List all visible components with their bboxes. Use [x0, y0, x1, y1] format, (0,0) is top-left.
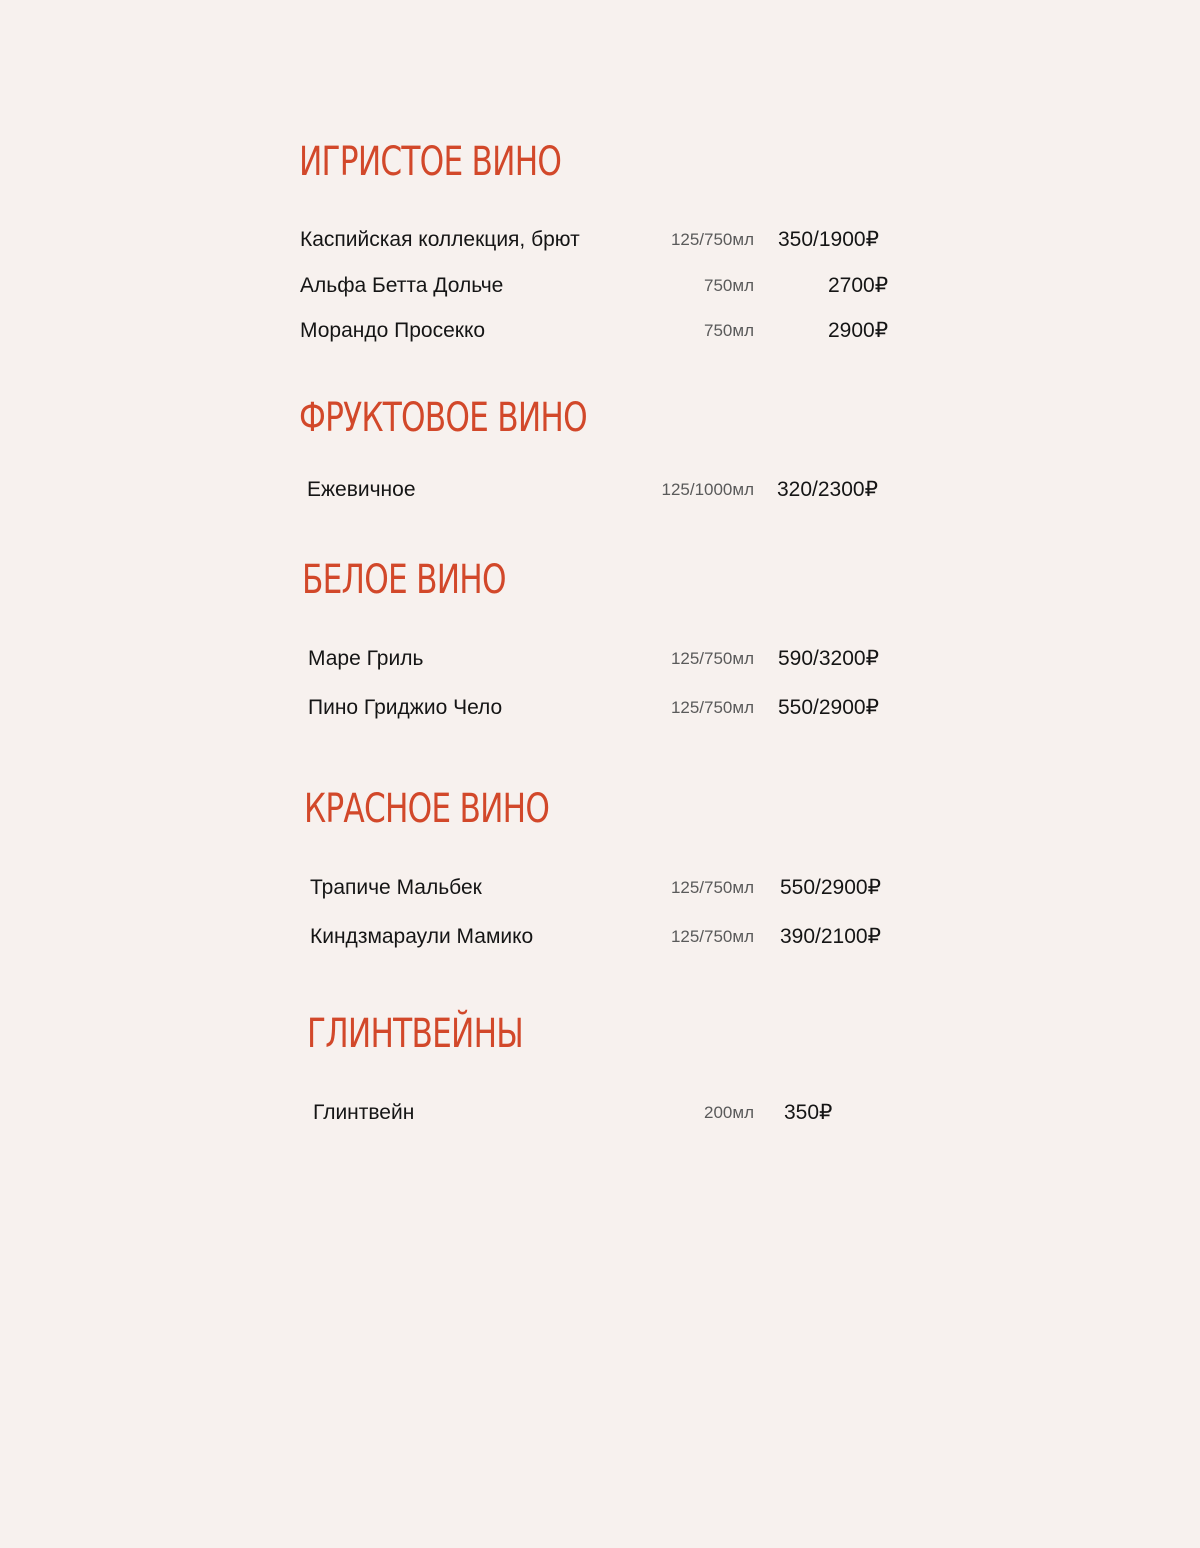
- menu-item: [0, 922, 1200, 952]
- item-volume: 125/1000мл: [661, 480, 754, 499]
- item-price: 550/2900₽: [780, 876, 881, 899]
- item-price: 2700₽: [828, 274, 889, 297]
- item-price: 390/2100₽: [780, 925, 881, 948]
- menu-item: [0, 271, 1200, 301]
- item-price: 2900₽: [828, 319, 889, 342]
- item-name: Трапиче Мальбек: [310, 876, 482, 899]
- item-volume: 125/750мл: [670, 878, 754, 897]
- item-price: 590/3200₽: [778, 647, 879, 670]
- item-name: Пино Гриджио Чело: [308, 696, 503, 719]
- item-volume: 125/750мл: [670, 649, 754, 668]
- section-title: ГЛИНТВЕЙНЫ: [307, 1011, 523, 1057]
- item-price: 320/2300₽: [777, 478, 878, 501]
- menu-item: [0, 225, 1200, 255]
- section-title: ФРУКТОВОЕ ВИНО: [299, 395, 587, 441]
- menu-item: [0, 693, 1200, 723]
- menu-item: [0, 1098, 1200, 1128]
- item-price: 350/1900₽: [778, 228, 879, 251]
- item-volume: 125/750мл: [670, 230, 754, 249]
- section-title: КРАСНОЕ ВИНО: [304, 786, 550, 832]
- item-price: 550/2900₽: [778, 696, 879, 719]
- section-title: ИГРИСТОЕ ВИНО: [299, 139, 562, 185]
- menu-item: [0, 873, 1200, 903]
- section-title: БЕЛОЕ ВИНО: [302, 557, 506, 603]
- menu-item: [0, 644, 1200, 674]
- item-name: Ежевичное: [307, 478, 416, 501]
- item-name: Морандо Просекко: [300, 319, 486, 342]
- item-name: Каспийская коллекция, брют: [300, 228, 580, 251]
- item-volume: 750мл: [704, 276, 754, 295]
- item-name: Маре Гриль: [308, 647, 424, 670]
- item-price: 350₽: [784, 1101, 833, 1124]
- item-volume: 125/750мл: [670, 698, 754, 717]
- item-name: Альфа Бетта Дольче: [300, 274, 504, 297]
- item-name: Глинтвейн: [313, 1101, 415, 1124]
- item-volume: 750мл: [704, 321, 754, 340]
- menu-item: [0, 475, 1200, 505]
- item-volume: 200мл: [704, 1103, 754, 1122]
- item-volume: 125/750мл: [670, 927, 754, 946]
- item-name: Киндзмараули Мамико: [310, 925, 534, 948]
- menu-item: [0, 316, 1200, 346]
